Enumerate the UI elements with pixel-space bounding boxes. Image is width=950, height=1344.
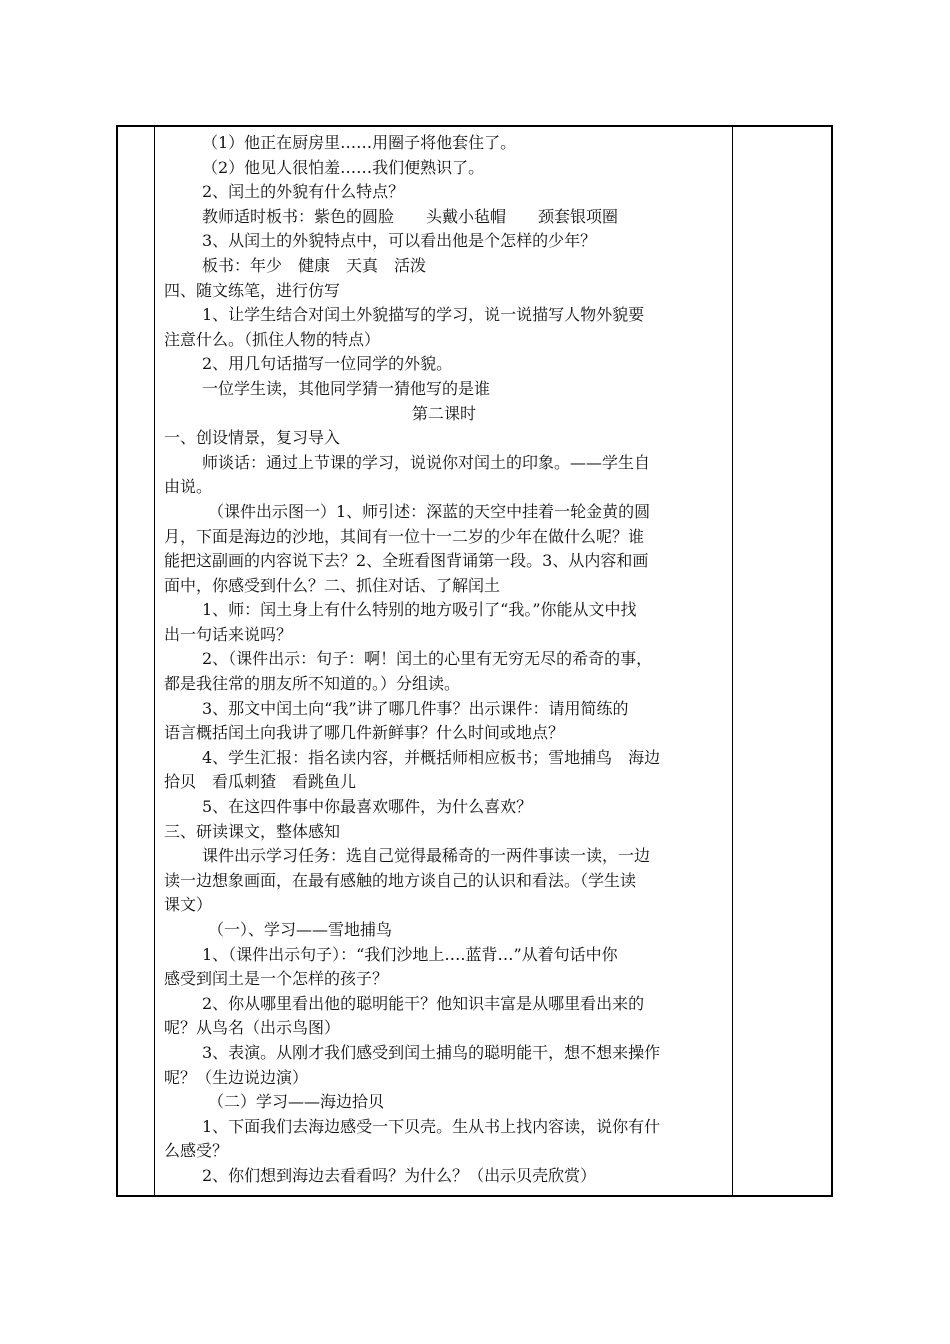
text-line: （二）学习——海边拾贝	[208, 1092, 385, 1112]
text-line: 语言概括闰土向我讲了哪几件新鲜事？什么时间或地点？	[164, 723, 565, 743]
text-line: 2、闰土的外貌有什么特点？	[202, 182, 405, 202]
text-line: 5、在这四件事中你最喜欢哪件，为什么喜欢？	[202, 797, 533, 817]
table-column-divider-left	[154, 127, 155, 1195]
text-line: 都是我往常的朋友所不知道的。）分组读。	[164, 674, 461, 694]
text-line: 呢？（生边说边演）	[164, 1067, 309, 1087]
text-line: 注意什么。（抓住人物的特点）	[164, 329, 381, 349]
text-line: （2）他见人很怕羞……我们便熟识了。	[202, 157, 485, 177]
text-line: 四、随文练笔，进行仿写	[164, 280, 341, 300]
text-line: 教师适时板书：紫色的圆脸 头戴小毡帽 颈套银项圈	[202, 206, 619, 226]
text-line: 2、用几句话描写一位同学的外貌。	[202, 354, 453, 374]
text-line: 1、让学生结合对闰土外貌描写的学习，说一说描写人物外貌要	[202, 305, 645, 325]
text-line: 3、表演。从刚才我们感受到闰土捕鸟的聪明能干，想不想来操作	[202, 1042, 661, 1062]
text-line: 1、师：闰土身上有什么特别的地方吸引了“我。”你能从文中找	[202, 600, 637, 620]
text-line: （课件出示图一）1、师引述：深蓝的天空中挂着一轮金黄的圆	[208, 501, 651, 521]
text-line: 1、下面我们去海边感受一下贝壳。生从书上找内容读，说你有什	[202, 1116, 661, 1136]
lesson-plan-text	[164, 131, 724, 1189]
text-line: 么感受？	[164, 1141, 229, 1161]
text-line: 课件出示学习任务：选自己觉得最稀奇的一两件事读一读，一边	[202, 846, 651, 866]
text-line: 师谈话：通过上节课的学习，说说你对闰土的印象。——学生自	[202, 452, 651, 472]
text-line: 4、学生汇报：指名读内容，并概括师相应板书；雪地捕鸟 海边	[202, 747, 661, 767]
text-line: 1、（课件出示句子）：“我们沙地上….蓝背…”从着句话中你	[202, 944, 618, 964]
text-line: 呢？从鸟名（出示鸟图）	[164, 1018, 341, 1038]
text-line: 3、那文中闰土向“我”讲了哪几件事？出示课件：请用简练的	[202, 698, 629, 718]
text-line: 月，下面是海边的沙地，其间有一位十一二岁的少年在做什么呢？谁	[164, 526, 645, 546]
text-line: 3、从闰土的外貌特点中，可以看出他是个怎样的少年？	[202, 231, 597, 251]
text-line: 一、创设情景，复习导入	[164, 428, 341, 448]
text-line: 2、（课件出示：句子：啊！闰土的心里有无穷无尽的希奇的事，	[202, 649, 653, 669]
text-line: 2、你从哪里看出他的聪明能干？他知识丰富是从哪里看出来的	[202, 993, 645, 1013]
text-line: 由说。	[164, 477, 213, 497]
text-line: 三、研读课文，整体感知	[164, 821, 341, 841]
text-line: 2、你们想到海边去看看吗？为什么？（出示贝壳欣赏）	[202, 1165, 597, 1185]
text-line: 拾贝 看瓜刺猹 看跳鱼儿	[164, 772, 357, 792]
text-line: 第二课时	[411, 403, 476, 423]
text-line: （1）他正在厨房里……用圈子将他套住了。	[202, 133, 517, 152]
text-line: （一）、学习——雪地捕鸟	[208, 920, 393, 939]
text-line: 面中，你感受到什么？二、抓住对话、了解闰土	[164, 575, 501, 595]
table-column-divider-right	[732, 127, 733, 1195]
text-line: 课文）	[164, 895, 213, 915]
text-line: 出一句话来说吗？	[164, 624, 293, 644]
text-line: 读一边想象画面，在最有感触的地方谈自己的认识和看法。（学生读	[164, 870, 637, 890]
text-line: 感受到闰土是一个怎样的孩子？	[164, 969, 389, 989]
text-line: 一位学生读，其他同学猜一猜他写的是谁	[202, 378, 491, 398]
text-line: 能把这副画的内容说下去？2、全班看图背诵第一段。3、从内容和画	[164, 551, 649, 571]
text-line: 板书：年少 健康 天真 活泼	[202, 255, 427, 275]
